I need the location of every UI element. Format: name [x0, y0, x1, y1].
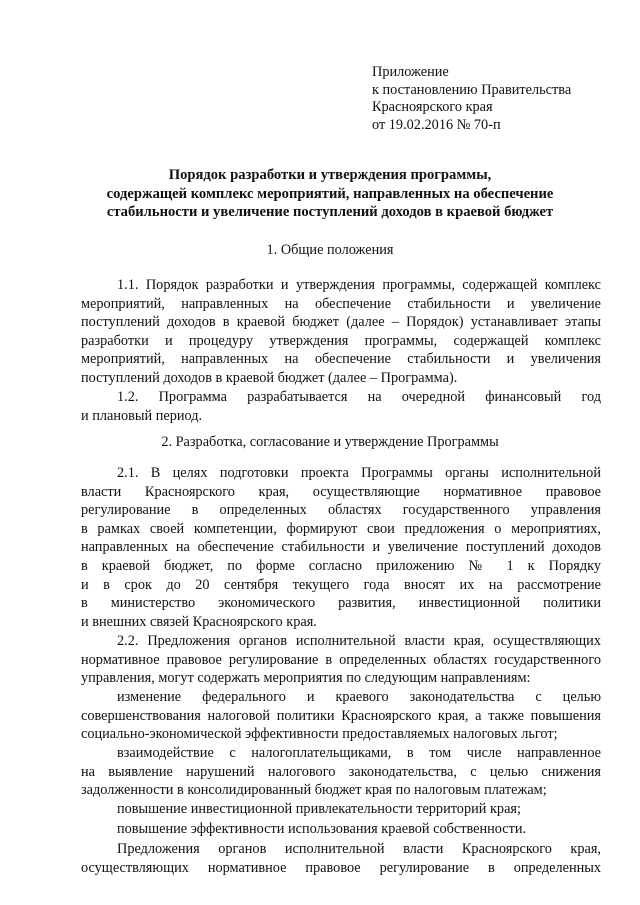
text-line: повышение эффективности использования краевой собственности. [117, 821, 527, 837]
text-line: задолженности в консолидированный бюджет края по налоговым платежам; [81, 782, 547, 799]
approval-line: Красноярского края [372, 99, 493, 115]
text-line: управления, могут содержать мероприятия по следующим направлениям: [81, 670, 531, 687]
paragraph-1-2 [81, 388, 601, 425]
text-line: взаимодействие с налогоплательщиками, в том числе направленное [117, 745, 601, 761]
paragraph-direction-2 [81, 744, 601, 800]
title-line: стабильности и увеличение поступлений доходов в краевой бюджет [106, 204, 554, 220]
approval-date-line: от 19.02.2016 № 70-п [372, 116, 501, 133]
approval-line: к постановлению Правительства [372, 81, 572, 98]
paragraph-direction-3 [81, 800, 601, 819]
title-line: содержащей комплекс мероприятий, направленных на обеспечение [106, 185, 554, 202]
title-line: Порядок разработки и утверждения программы, [168, 167, 492, 183]
text-line: мероприятий, направленных на обеспечение стабильности и увеличение [81, 295, 601, 312]
text-line: 2.2. Предложения органов исполнительной власти края, осуществляющих [117, 633, 601, 649]
paragraph-2-1 [81, 464, 601, 631]
text-line: повышение инвестиционной привлекательности территорий края; [117, 801, 521, 817]
text-line: в рамках своей компетенции, формируют свои предложения о мероприятиях, [81, 520, 601, 537]
text-line: и в срок до 20 сентября текущего года вносят их на рассмотрение [81, 576, 601, 593]
paragraph-direction-4 [81, 820, 601, 839]
text-line: 1.1. Порядок разработки и утверждения программы, содержащей комплекс [117, 277, 601, 293]
paragraph-2-2 [81, 632, 601, 688]
text-line: в министерство экономического развития, инвестиционной политики [81, 595, 601, 612]
text-line: нормативное правовое регулирование в определенных областях государственного [81, 651, 601, 668]
text-line: совершенствования налоговой политики Красноярского края, а также повышения [81, 707, 601, 724]
text-line: осуществляющих нормативное правовое регулирование в определенных [81, 859, 601, 876]
document-title [60, 166, 600, 222]
text-line: и внешних связей Красноярского края. [81, 613, 317, 630]
approval-line: Приложение [372, 64, 449, 80]
section-1-heading: 1. Общие положения [266, 242, 394, 258]
approval-block [372, 64, 622, 134]
section-2-heading: 2. Разработка, согласование и утверждение Программы [161, 434, 499, 450]
text-line: власти Красноярского края, осуществляющие нормативное правовое [81, 483, 601, 500]
text-line: Предложения органов исполнительной власти Красноярского края, [117, 841, 601, 857]
text-line: регулирование в определенных областях государственного управления [81, 502, 601, 519]
text-line: разработки и процедуру утверждения программы, содержащей комплекс [81, 332, 601, 349]
paragraph-1-1 [81, 276, 601, 388]
text-line: направленных на обеспечение стабильности и увеличение поступлений доходов [81, 539, 601, 556]
paragraph-2-3 [81, 840, 601, 877]
text-line: в краевой бюджет, по форме согласно приложению № 1 к Порядку [81, 557, 601, 574]
text-line: поступлений доходов в краевой бюджет (далее – Порядок) устанавливает этапы [81, 314, 601, 331]
text-line: мероприятий, направленных на обеспечение стабильности и увеличения [81, 351, 601, 368]
text-line: изменение федерального и краевого законодательства с целью [117, 689, 601, 705]
text-line: 1.2. Программа разрабатывается на очередной финансовый год [117, 389, 601, 405]
text-line: 2.1. В целях подготовки проекта Программы органы исполнительной [117, 465, 601, 481]
text-line: поступлений доходов в краевой бюджет (далее – Программа). [81, 369, 458, 386]
text-line: и плановый период. [81, 407, 203, 424]
text-line: на выявление нарушений налогового законодательства, с целью снижения [81, 763, 601, 780]
paragraph-direction-1 [81, 688, 601, 744]
text-line: социально-экономической эффективности предоставляемых налоговых льгот; [81, 726, 558, 743]
